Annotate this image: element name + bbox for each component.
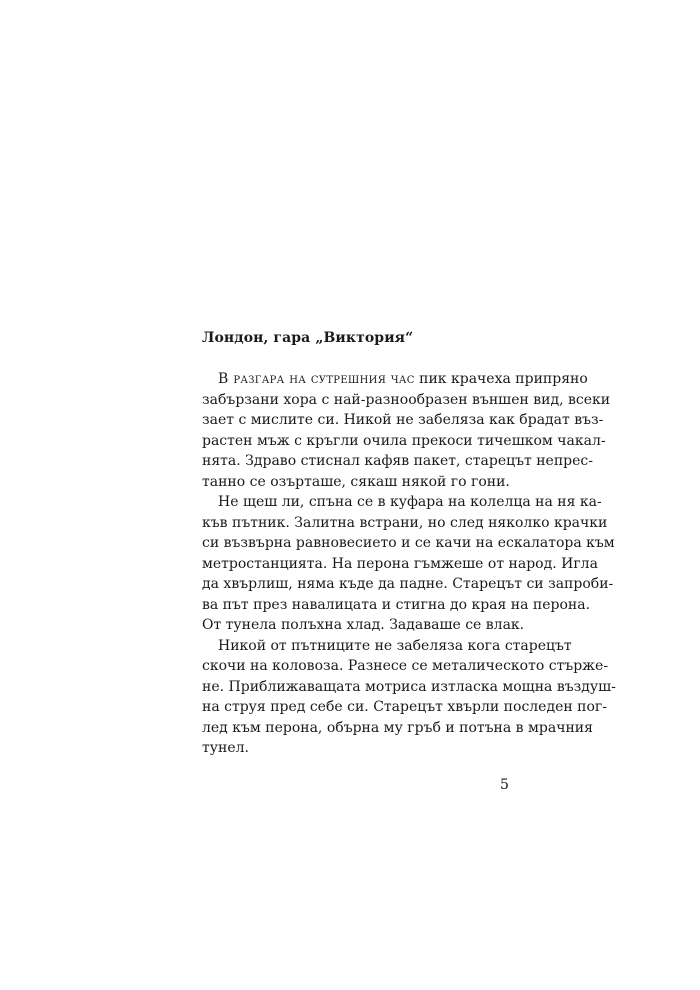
paragraph-line: на струя пред себе си. Старецът хвърли последен пог- xyxy=(202,699,607,715)
paragraph-line: скочи на коловоза. Разнесе се металическото стърже- xyxy=(202,658,609,674)
paragraph-line: Не щеш ли, спъна се в куфара на колелца на ня ка- xyxy=(218,494,602,510)
paragraph-line: ва път през навалицата и стигна до края на перона. xyxy=(202,596,591,613)
paragraph-line: зает с мислите си. Никой не забеляза как брадат въз- xyxy=(202,412,604,428)
paragraph-line: От тунела полъхна хлад. Задаваше се влак. xyxy=(202,617,525,633)
paragraph-line: танно се озърташе, сякаш някой го гони. xyxy=(202,473,510,490)
text-block xyxy=(202,328,616,759)
paragraph-line: забързани хора с най-разнообразен външен вид, всеки xyxy=(202,391,611,408)
paragraph-line: растен мъж с кръгли очила прекоси тичешком чакал- xyxy=(202,432,606,449)
paragraph-line: къв пътник. Залитна встрани, но след няколко крачки xyxy=(202,514,608,531)
paragraph-2 xyxy=(202,492,615,636)
lead-smallcaps: В разгара на сутрешния час xyxy=(218,371,415,387)
page-number: 5 xyxy=(500,777,509,793)
paragraph-line: не. Приближаващата мотриса изтласка мощна въздуш- xyxy=(202,678,616,695)
paragraph-line: да хвърлиш, няма къде да падне. Старецът си запроби- xyxy=(202,576,614,592)
paragraph-line: нята. Здраво стиснал кафяв пакет, старецът непрес- xyxy=(202,453,593,469)
paragraph-line: В разгара на сутрешния час пик крачеха припряно xyxy=(218,371,588,387)
paragraph-line: лед към перона, обърна му гръб и потъна в мрачния xyxy=(202,719,593,736)
paragraph-line: тунел. xyxy=(202,740,249,756)
chapter-title: Лондон, гара „Виктория“ xyxy=(202,330,414,346)
paragraph-line: Никой от пътниците не забеляза кога старецът xyxy=(218,637,572,654)
paragraph-line: метростанцията. На перона гъмжеше от народ. Игла xyxy=(202,555,598,572)
paragraph-3 xyxy=(202,636,616,759)
paragraph-line: си възвърна равновесието и се качи на ескалатора към xyxy=(202,535,615,551)
paragraph-1 xyxy=(202,369,611,492)
